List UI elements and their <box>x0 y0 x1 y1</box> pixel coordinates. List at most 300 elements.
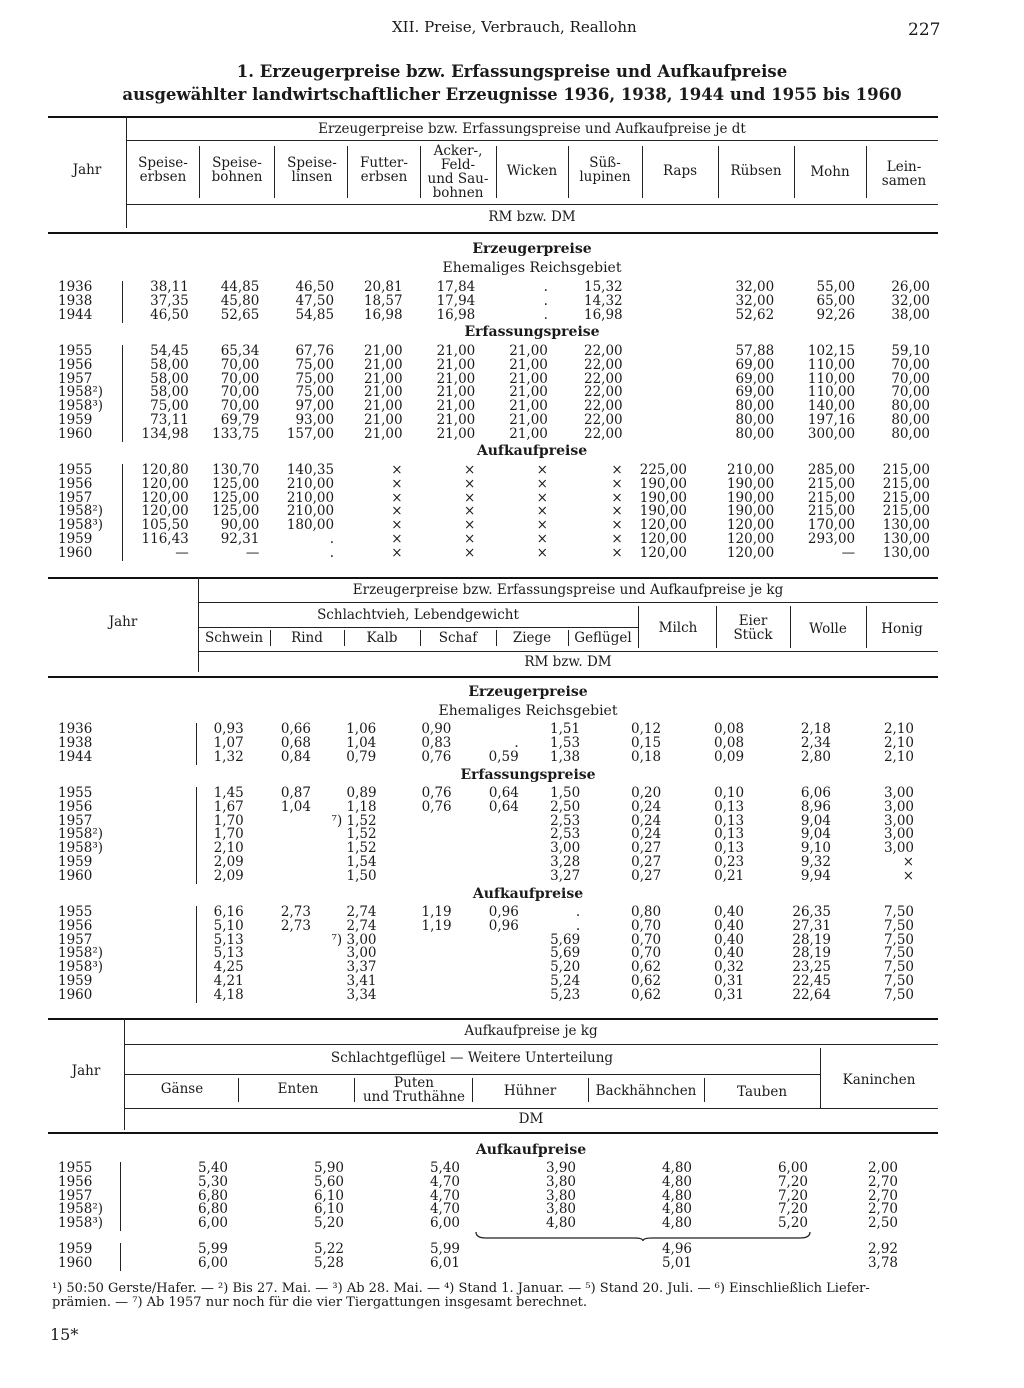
t3-col-gaense: Gänse <box>160 1081 204 1097</box>
value-cell: 38,11 <box>150 279 189 295</box>
value-cell: 0,70 <box>631 931 662 948</box>
year-cell: 1958²) <box>58 826 104 843</box>
value-cell: 2,09 <box>213 867 244 884</box>
t2-section-aufkaufpreise: Aufkaufpreise <box>472 886 584 902</box>
t1-block-erzeuger <box>58 281 930 322</box>
value-cell: 4,80 <box>661 1160 692 1176</box>
table-row <box>58 414 930 428</box>
value-cell: 22,00 <box>583 411 623 428</box>
table-row <box>58 1190 898 1204</box>
t2-col-kalb: Kalb <box>366 630 398 646</box>
value-cell: 32,00 <box>891 292 930 309</box>
year-cell: 1957 <box>58 931 93 948</box>
year-cell: 1958³) <box>58 398 104 415</box>
value-cell: 21,00 <box>509 425 548 442</box>
value-cell <box>452 961 519 975</box>
value-cell: 7,20 <box>777 1187 808 1204</box>
value-cell: 9,04 <box>800 826 831 843</box>
value-cell: × <box>902 867 914 884</box>
year-cell: 1956 <box>58 356 93 373</box>
value-cell: × <box>611 530 623 547</box>
year-cell: 1960 <box>58 425 93 442</box>
value-cell: 0,64 <box>488 785 519 801</box>
value-cell: 3,00 <box>346 945 377 962</box>
t1-unit: RM bzw. DM <box>488 209 576 225</box>
value-cell: 170,00 <box>807 517 856 534</box>
value-cell: 130,00 <box>882 517 930 534</box>
value-cell: 120,00 <box>726 517 775 534</box>
t3-col-kaninchen: Kaninchen <box>842 1072 916 1088</box>
value-cell: 0,70 <box>631 917 662 934</box>
value-cell: 7,50 <box>883 931 914 948</box>
value-cell: 0,87 <box>280 785 311 801</box>
value-cell: 21,00 <box>509 384 548 401</box>
value-cell: 5,13 <box>213 945 244 962</box>
value-cell: 5,40 <box>429 1160 460 1176</box>
value-cell: 285,00 <box>807 462 856 478</box>
t1-col-wicken: Wicken <box>506 163 558 179</box>
value-cell: 9,32 <box>800 853 831 870</box>
t2-col-rind: Rind <box>291 630 323 646</box>
value-cell <box>377 975 452 989</box>
value-cell: 21,00 <box>509 411 548 428</box>
table-row <box>58 934 914 948</box>
value-cell: 21,00 <box>363 370 403 387</box>
value-cell: 44,85 <box>220 279 260 295</box>
t2-col-wolle: Wolle <box>809 621 847 637</box>
value-cell: 67,76 <box>295 343 335 359</box>
value-cell: . <box>329 544 335 561</box>
table-row <box>58 478 930 492</box>
table-row <box>58 1162 898 1176</box>
value-cell: 116,43 <box>141 530 189 547</box>
value-cell: 3,27 <box>550 867 581 884</box>
value-cell: 0,09 <box>713 748 745 765</box>
value-cell: 69,00 <box>735 384 775 401</box>
value-cell: × <box>536 489 548 506</box>
year-cell: 1938 <box>58 734 93 751</box>
value-cell <box>377 815 452 829</box>
year-cell: 1958³) <box>58 1215 104 1232</box>
value-cell <box>377 934 452 948</box>
value-cell: 80,00 <box>735 411 775 428</box>
value-cell: 0,27 <box>631 867 662 884</box>
table-row <box>58 505 930 519</box>
value-cell: 4,70 <box>429 1173 460 1190</box>
value-cell: 2,70 <box>867 1187 898 1204</box>
value-cell: 47,50 <box>295 292 335 309</box>
value-cell: 1,38 <box>549 748 581 765</box>
value-cell: 17,94 <box>436 292 476 309</box>
value-cell: 21,00 <box>509 398 548 415</box>
value-cell: 4,80 <box>661 1187 692 1204</box>
value-cell: 1,67 <box>213 798 244 815</box>
t1-col-suesslupinen: Süß- lupinen <box>579 155 631 185</box>
table-row <box>58 1243 898 1257</box>
t3-section-aufkaufpreise: Aufkaufpreise <box>475 1142 587 1158</box>
table-title-line1: 1. Erzeugerpreise bzw. Erfassungspreise und Aufkaufpreise <box>236 62 788 81</box>
value-cell: 5,40 <box>197 1160 228 1176</box>
t1-section-erzeugerpreise: Erzeugerpreise <box>472 241 592 257</box>
value-cell: × <box>463 517 476 534</box>
value-cell: 5,13 <box>213 931 244 948</box>
value-cell: 0,24 <box>631 798 662 815</box>
year-cell: 1958³) <box>58 959 104 976</box>
value-cell: 5,20 <box>777 1215 808 1232</box>
value-cell: 140,00 <box>807 398 856 415</box>
value-cell: 5,99 <box>429 1241 460 1257</box>
table-row <box>58 856 914 870</box>
t1-jahr-header: Jahr <box>72 162 102 178</box>
value-cell: 7,50 <box>883 904 914 920</box>
value-cell: 210,00 <box>286 489 335 506</box>
value-cell: 32,00 <box>735 279 775 295</box>
year-cell: 1959 <box>58 1241 93 1257</box>
year-cell: 1960 <box>58 1254 93 1271</box>
value-cell: 21,00 <box>436 384 476 401</box>
value-cell: . <box>329 530 335 547</box>
value-cell: 38,00 <box>891 306 930 323</box>
table-row <box>58 842 914 856</box>
value-cell: 5,23 <box>550 986 581 1003</box>
value-cell: 215,00 <box>807 503 856 520</box>
value-cell: 0,20 <box>631 785 662 801</box>
value-cell: × <box>611 544 623 561</box>
value-cell <box>377 947 452 961</box>
value-cell: 190,00 <box>639 489 687 506</box>
value-cell: 120,00 <box>726 544 775 561</box>
value-cell <box>452 989 519 1003</box>
value-cell: 21,00 <box>436 425 476 442</box>
value-cell: 0,40 <box>713 904 745 920</box>
value-cell: 7,50 <box>883 945 914 962</box>
value-cell: 70,00 <box>220 370 260 387</box>
value-cell: 5,20 <box>313 1215 344 1232</box>
value-cell: × <box>611 489 623 506</box>
value-cell: 0,15 <box>631 734 662 751</box>
table-row <box>58 787 914 801</box>
value-cell: × <box>611 503 623 520</box>
year-cell: 1959 <box>58 411 93 428</box>
value-cell: 5,69 <box>550 931 581 948</box>
t1-section-erfassungspreise: Erfassungspreise <box>464 324 600 340</box>
value-cell: 22,64 <box>792 986 832 1003</box>
value-cell: 0,76 <box>421 748 452 765</box>
value-cell: 22,00 <box>583 425 623 442</box>
t2-block-aufkauf <box>58 906 914 1003</box>
value-cell: 3,00 <box>550 840 581 857</box>
year-cell: 1944 <box>58 306 93 323</box>
t2-col-honig: Honig <box>881 621 923 637</box>
value-cell: 90,00 <box>220 517 260 534</box>
value-cell <box>623 373 687 387</box>
value-cell <box>244 975 311 989</box>
value-cell: 0,62 <box>631 972 662 989</box>
value-cell: 0,31 <box>713 972 745 989</box>
value-cell: 2,53 <box>550 826 581 843</box>
value-cell: 21,00 <box>363 425 403 442</box>
value-cell: 21,00 <box>363 356 403 373</box>
value-cell: 1,54 <box>346 853 377 870</box>
value-cell: 110,00 <box>807 370 856 387</box>
value-cell: 52,65 <box>220 306 260 323</box>
value-cell: 2,53 <box>550 812 581 829</box>
value-cell: 75,00 <box>295 370 335 387</box>
value-cell: 21,00 <box>363 411 403 428</box>
value-cell: — <box>245 544 260 561</box>
table-row <box>58 533 930 547</box>
year-cell: 1956 <box>58 1173 93 1190</box>
value-cell: 6,01 <box>429 1254 460 1271</box>
table-row <box>58 345 930 359</box>
t1-col-speiselinsen: Speise- linsen <box>287 155 337 185</box>
value-cell: 5,30 <box>197 1173 228 1190</box>
year-cell: 1955 <box>58 462 93 478</box>
value-cell: 3,00 <box>883 798 914 815</box>
value-cell: 21,00 <box>509 356 548 373</box>
value-cell: 133,75 <box>212 425 260 442</box>
value-cell <box>452 870 519 884</box>
year-cell: 1956 <box>58 798 93 815</box>
value-cell: 16,98 <box>583 306 623 323</box>
value-cell: 3,28 <box>550 853 581 870</box>
value-cell: 0,66 <box>280 721 311 737</box>
value-cell: 125,00 <box>212 503 260 520</box>
value-cell: 93,00 <box>295 411 335 428</box>
value-cell: 134,98 <box>141 425 189 442</box>
value-cell: 6,80 <box>197 1187 228 1204</box>
value-cell: 69,00 <box>735 356 775 373</box>
value-cell: 5,24 <box>550 972 581 989</box>
value-cell <box>244 828 311 842</box>
table-row <box>58 920 914 934</box>
t3-block-combined <box>58 1243 898 1271</box>
value-cell: 190,00 <box>639 475 687 492</box>
value-cell: 0,64 <box>488 798 519 815</box>
value-cell: × <box>536 503 548 520</box>
value-cell: 70,00 <box>891 356 930 373</box>
t1-col-raps: Raps <box>662 163 698 179</box>
value-cell: × <box>463 475 476 492</box>
value-cell <box>377 856 452 870</box>
value-cell: 0,40 <box>713 917 745 934</box>
value-cell <box>623 345 687 359</box>
value-cell: 3,78 <box>867 1254 898 1271</box>
year-cell: 1959 <box>58 530 93 547</box>
value-cell: 3,00 <box>883 840 914 857</box>
value-cell: 2,50 <box>550 798 581 815</box>
table-row <box>58 723 914 737</box>
table-row <box>58 547 930 561</box>
value-cell: × <box>611 517 623 534</box>
value-cell <box>623 414 687 428</box>
value-cell: 92,31 <box>220 530 260 547</box>
value-cell: 70,00 <box>891 370 930 387</box>
value-cell <box>452 815 519 829</box>
value-cell: 55,00 <box>816 279 856 295</box>
value-cell: 210,00 <box>726 462 775 478</box>
value-cell: × <box>463 462 476 478</box>
value-cell: 26,00 <box>891 279 930 295</box>
table-row <box>58 359 930 373</box>
value-cell: × <box>536 544 548 561</box>
t3-col-tauben: Tauben <box>736 1084 788 1100</box>
value-cell: 0,84 <box>280 748 311 765</box>
value-cell <box>377 870 452 884</box>
value-cell: 2,70 <box>867 1173 898 1190</box>
t3-span-header: Aufkaufpreise je kg <box>464 1023 598 1039</box>
year-cell: 1958³) <box>58 840 104 857</box>
value-cell: 21,00 <box>363 384 403 401</box>
value-cell: 65,34 <box>220 343 260 359</box>
value-cell: × <box>391 517 403 534</box>
year-cell: 1958³) <box>58 517 104 534</box>
value-cell <box>623 359 687 373</box>
value-cell <box>623 428 687 442</box>
value-cell: 2,10 <box>883 734 914 751</box>
t2-col-ziege: Ziege <box>512 630 552 646</box>
value-cell: 197,16 <box>807 411 856 428</box>
value-cell: 120,00 <box>141 489 189 506</box>
value-cell: 180,00 <box>286 517 335 534</box>
value-cell: 8,96 <box>800 798 831 815</box>
value-cell: 80,00 <box>891 425 930 442</box>
year-cell: 1958²) <box>58 1201 104 1218</box>
value-cell: 0,80 <box>631 904 662 920</box>
value-cell: 1,45 <box>213 785 244 801</box>
table-row <box>58 1203 898 1217</box>
table-row <box>58 428 930 442</box>
value-cell: 120,80 <box>141 462 189 478</box>
value-cell: 2,73 <box>280 904 311 920</box>
value-cell <box>623 281 687 295</box>
value-cell: 69,00 <box>735 370 775 387</box>
year-cell: 1956 <box>58 917 93 934</box>
value-cell: 4,80 <box>661 1201 692 1218</box>
value-cell: 190,00 <box>726 503 775 520</box>
table-row <box>58 492 930 506</box>
value-cell: 46,50 <box>150 306 189 323</box>
value-cell: 2,74 <box>346 904 377 920</box>
value-cell: 0,59 <box>488 748 519 765</box>
value-cell: 3,80 <box>545 1201 576 1218</box>
value-cell: 0,76 <box>421 798 452 815</box>
value-cell: × <box>611 462 623 478</box>
year-cell: 1936 <box>58 721 93 737</box>
value-cell: 0,40 <box>713 931 745 948</box>
value-cell: 102,15 <box>807 343 856 359</box>
value-cell: 0,13 <box>714 798 745 815</box>
value-cell: 69,79 <box>220 411 260 428</box>
value-cell: × <box>536 462 548 478</box>
table-row <box>58 947 914 961</box>
value-cell: 4,70 <box>429 1187 460 1204</box>
value-cell: 45,80 <box>220 292 260 309</box>
value-cell: 215,00 <box>882 462 930 478</box>
value-cell: 1,52 <box>346 826 377 843</box>
table-row <box>58 828 914 842</box>
footnote-line1: ¹) 50:50 Gerste/Hafer. — ²) Bis 27. Mai. — ³) Ab 28. Mai. — ⁴) Stand 1. Januar. — ⁵) Stand 20. Juli. — ⁶) Einschließlich Liefer- <box>52 1281 870 1296</box>
value-cell: 32,00 <box>735 292 775 309</box>
value-cell: 120,00 <box>639 530 687 547</box>
t2-col-gefluegel: Geflügel <box>574 630 632 646</box>
value-cell: 21,00 <box>363 398 403 415</box>
table-title-line2: ausgewählter landwirtschaftlicher Erzeugnisse 1936, 1938, 1944 und 1955 bis 1960 <box>122 85 902 104</box>
value-cell <box>377 828 452 842</box>
value-cell: 2,73 <box>280 917 311 934</box>
year-cell: 1958²) <box>58 945 104 962</box>
value-cell: 1,04 <box>346 734 377 751</box>
value-cell: 2,50 <box>867 1215 898 1232</box>
value-cell: 46,50 <box>295 279 335 295</box>
value-cell: 1,32 <box>213 748 244 765</box>
value-cell: 300,00 <box>807 425 856 442</box>
value-cell: 21,00 <box>436 370 476 387</box>
value-cell: 2,18 <box>800 721 831 737</box>
value-cell <box>377 961 452 975</box>
value-cell: × <box>463 503 476 520</box>
value-cell: 0,32 <box>713 959 745 976</box>
value-cell: 75,00 <box>295 384 335 401</box>
value-cell: 20,81 <box>363 279 403 295</box>
year-cell: 1959 <box>58 853 93 870</box>
table-row <box>58 1257 898 1271</box>
value-cell: 0,13 <box>714 826 745 843</box>
value-cell: 6,06 <box>800 785 831 801</box>
value-cell <box>452 975 519 989</box>
t2-block-erzeuger <box>58 723 914 764</box>
value-cell <box>244 842 311 856</box>
year-cell: 1938 <box>58 292 93 309</box>
value-cell: 5,69 <box>550 945 581 962</box>
value-cell: 0,13 <box>714 812 745 829</box>
table-row <box>58 464 930 478</box>
value-cell: 210,00 <box>286 475 335 492</box>
value-cell: 9,04 <box>800 812 831 829</box>
value-cell: 1,19 <box>421 904 452 920</box>
value-cell: 22,00 <box>583 356 623 373</box>
value-cell <box>244 947 311 961</box>
value-cell: 0,96 <box>488 917 519 934</box>
value-cell: 0,90 <box>421 721 452 737</box>
year-cell: 1936 <box>58 279 93 295</box>
table-row <box>58 295 930 309</box>
value-cell: 3,34 <box>346 986 377 1003</box>
table-row <box>58 309 930 323</box>
value-cell: × <box>463 530 476 547</box>
value-cell <box>244 856 311 870</box>
value-cell: 130,70 <box>212 462 260 478</box>
t3-col-enten: Enten <box>277 1081 319 1097</box>
t1-col-ackerbohnen: Acker-, Feld- und Sau- bohnen <box>427 143 489 201</box>
t3-col-backhaehnchen: Backhähnchen <box>595 1083 697 1099</box>
value-cell <box>623 295 687 309</box>
value-cell: 1,06 <box>346 721 377 737</box>
year-cell: 1955 <box>58 904 93 920</box>
value-cell: 0,27 <box>631 853 662 870</box>
value-cell: 120,00 <box>639 544 687 561</box>
value-cell: 0,13 <box>714 840 745 857</box>
value-cell: 3,00 <box>883 785 914 801</box>
value-cell: 7,50 <box>883 972 914 989</box>
value-cell: 0,08 <box>713 734 745 751</box>
value-cell: 16,98 <box>363 306 403 323</box>
t1-col-mohn: Mohn <box>810 164 850 180</box>
t3-jahr-header: Jahr <box>71 1063 101 1079</box>
value-cell: 80,00 <box>735 398 775 415</box>
value-cell: 70,00 <box>220 398 260 415</box>
value-cell: 21,00 <box>509 370 548 387</box>
